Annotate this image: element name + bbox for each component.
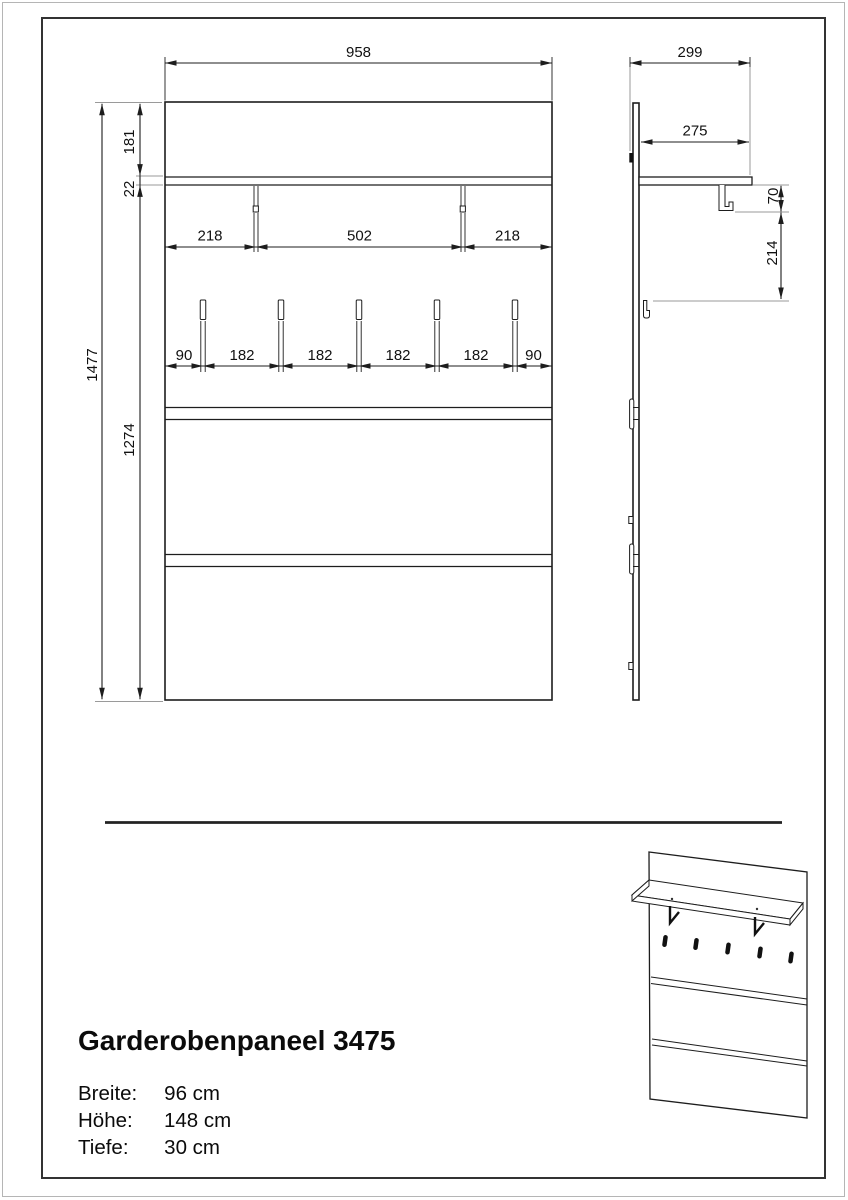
dim-hook-5: 90 <box>525 347 542 364</box>
spec-row-breite <box>78 1080 220 1107</box>
panel-outline <box>165 102 552 700</box>
side-view <box>629 44 789 700</box>
dim-front-height: 1477 <box>84 348 101 382</box>
wall-bracket-top <box>629 153 633 163</box>
spec-label: Breite: <box>78 1082 138 1105</box>
front-view <box>84 44 552 702</box>
dim-top-to-shelf: 181 <box>121 129 138 155</box>
spec-value: 30 cm <box>164 1136 220 1159</box>
spec-label: Tiefe: <box>78 1136 129 1159</box>
dim-below-shelf: 1274 <box>121 423 138 457</box>
perspective-view <box>632 852 807 1118</box>
dim-depth-overall: 299 <box>677 44 703 61</box>
dim-shelf-thickness: 22 <box>121 180 138 198</box>
side-hook-profile <box>644 301 650 319</box>
product-title: Garderobenpaneel 3475 <box>78 1025 396 1056</box>
dim-rail-to-hook: 214 <box>764 240 781 266</box>
dim-front-width: 958 <box>345 44 372 61</box>
hanging-rail-profile <box>719 185 733 211</box>
dim-bracket-span: 502 <box>346 227 373 245</box>
dim-rail-below-shelf: 70 <box>765 187 782 205</box>
dim-bracket-right: 218 <box>494 227 521 245</box>
spec-value: 148 cm <box>164 1109 232 1132</box>
dim-hook-3: 182 <box>385 347 411 364</box>
spec-value: 96 cm <box>164 1082 220 1105</box>
dim-bracket-left: 218 <box>197 227 223 245</box>
spec-row-tiefe <box>78 1134 220 1161</box>
spec-row-hoehe <box>78 1107 232 1134</box>
product-specs <box>78 1080 232 1161</box>
dim-hook-1: 182 <box>229 347 255 364</box>
dim-shelf-depth: 275 <box>682 122 708 140</box>
side-shelf <box>639 177 752 185</box>
spec-label: Höhe: <box>78 1109 133 1132</box>
dim-hook-2: 182 <box>307 347 333 364</box>
dim-hook-4: 182 <box>463 347 489 364</box>
dim-hook-0: 90 <box>175 347 193 364</box>
title-block <box>78 1024 395 1058</box>
